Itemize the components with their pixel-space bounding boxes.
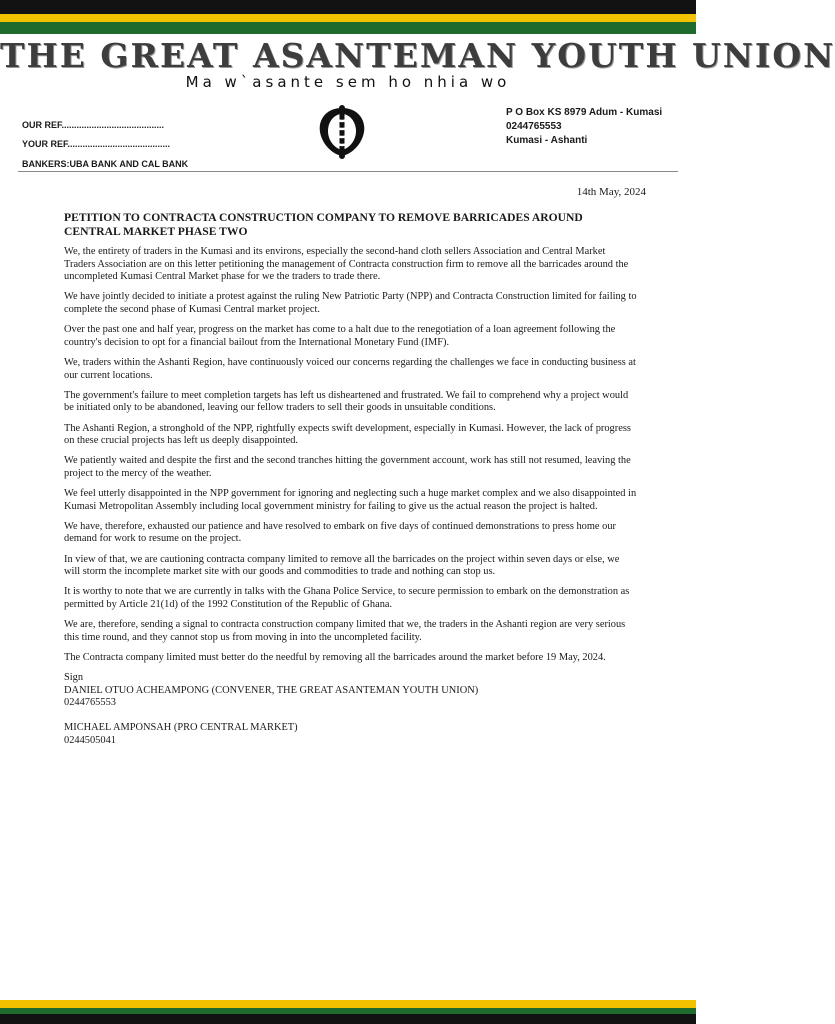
- paragraph: The Ashanti Region, a stronghold of the NPP, rightfully expects swift development, especially in Kumasi. However, the lack of progress on these crucial projects has left us deeply disappointed.: [64, 422, 631, 447]
- top-color-band: [0, 0, 696, 34]
- letter-body: [64, 211, 638, 747]
- paragraph: In view of that, we are cautioning contracta company limited to remove all the barricades on the project within seven days or else, we will storm the incomplete market site with our goods and commodities to trade and nothing can stop us.: [64, 553, 620, 578]
- reference-block: [22, 116, 170, 154]
- organization-name: THE GREAT ASANTEMAN YOUTH UNION: [0, 36, 835, 75]
- paragraph: We have jointly decided to initiate a protest against the ruling New Patriotic Party (NPP) and Contracta Construction limited for failing to complete the second phase of Kumasi Central market project.: [64, 291, 637, 315]
- signatory-2-phone: 0244505041: [64, 734, 116, 746]
- paragraph: We are, therefore, sending a signal to contracta construction company limited that we, the traders in the Ashanti region are very serious this time round, and they cannot stop us from moving in into the uncompleted facility.: [64, 619, 626, 643]
- phone-line: 0244765553: [506, 121, 562, 132]
- signatory-1-name: DANIEL OTUO ACHEAMPONG (CONVENER, THE GREAT ASANTEMAN YOUTH UNION): [64, 684, 479, 696]
- sign-label: Sign: [64, 672, 84, 684]
- signature-block: [64, 672, 638, 747]
- paragraph: Over the past one and half year, progress on the market has come to a halt due to the renegotiation of a loan agreement following the country's decision to opt for a financial bailout from the International Monetary Fund (IMF).: [64, 324, 616, 348]
- signatory-2-name: MICHAEL AMPONSAH (PRO CENTRAL MARKET): [64, 721, 298, 733]
- paragraph: We have, therefore, exhausted our patience and have resolved to embark on five days of continued demonstrations to press home our demand for work to resume on the project.: [64, 520, 616, 545]
- paragraph: We, the entirety of traders in the Kumasi and its environs, especially the second-hand cloth sellers Association and Central Market Traders Association are on this letter petitioning the management of Contracta construction firm to remove all the barricades around the uncompleted Kumasi Central Market phase for we the traders to trade there.: [64, 246, 629, 283]
- header-divider: [18, 171, 678, 172]
- paragraph: It is worthy to note that we are currently in talks with the Ghana Police Service, to secure permission to embark on the demonstration as permitted by Article 21(1d) of the 1992 Constitution of the Republic of Ghana.: [64, 586, 630, 610]
- paragraph: The Contracta company limited must better do the needful by removing all the barricades around the market before 19 May, 2024.: [64, 651, 606, 663]
- paragraph: We feel utterly disappointed in the NPP government for ignoring and neglecting such a huge market complex and we also disappointed in Kumasi Metropolitan Assembly including local government ministry for failing to give us the actual reason the project is halted.: [64, 488, 637, 512]
- paragraph: We patiently waited and despite the first and the second tranches hitting the government account, work has still not resumed, leaving the project to the mercy of the weather.: [64, 455, 631, 479]
- city-line: Kumasi - Ashanti: [506, 135, 588, 146]
- bankers-line: BANKERS:UBA BANK AND CAL BANK: [22, 159, 189, 169]
- address-line: P O Box KS 8979 Adum - Kumasi: [506, 107, 663, 118]
- gye-nyame-icon: [312, 104, 372, 160]
- paragraph: We, traders within the Ashanti Region, have continuously voiced our concerns regarding the challenges we face in conducting business at our current locations.: [64, 356, 636, 381]
- bottom-color-band: [0, 1000, 696, 1024]
- address-block: [506, 106, 662, 148]
- letter-date: 14th May, 2024: [576, 186, 646, 198]
- signatory-1-phone: 0244765553: [64, 697, 116, 709]
- your-ref: YOUR REF.........................................: [22, 139, 171, 149]
- letter-title: PETITION TO CONTRACTA CONSTRUCTION COMPANY TO REMOVE BARRICADES AROUND CENTRAL MARKET PHASE TWO: [64, 211, 583, 238]
- organization-motto: Ma w`asante sem ho nhia wo: [185, 73, 511, 91]
- our-ref: OUR REF.........................................: [22, 120, 165, 130]
- paragraph: The government's failure to meet completion targets has left us disheartened and frustrated. We fail to comprehend why a project would be initiated only to be abandoned, leaving our fellow traders to sell their goods in unsuitable conditions.: [64, 389, 629, 414]
